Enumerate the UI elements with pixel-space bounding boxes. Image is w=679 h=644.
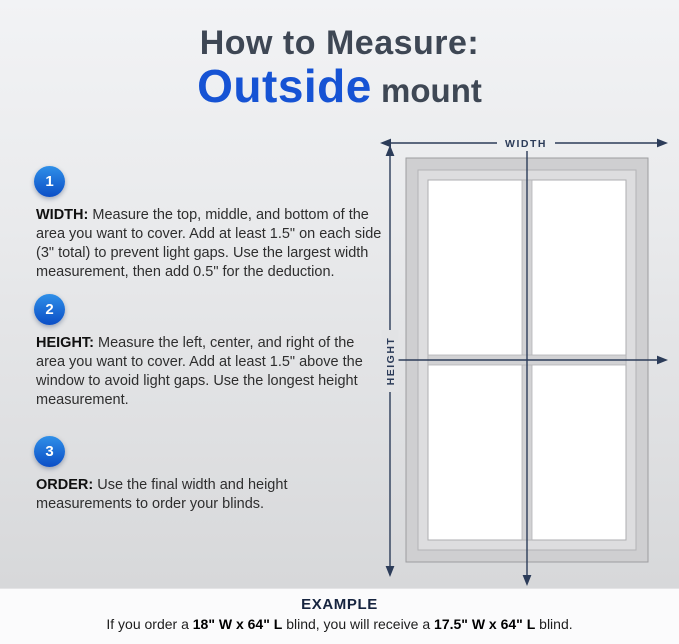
title-rest-mount: mount	[371, 72, 482, 109]
step-2-text	[36, 334, 382, 410]
example-sentence	[0, 616, 679, 632]
step-3-number-badge: 3	[34, 436, 65, 467]
steps-list	[34, 166, 382, 526]
step-3-text	[36, 476, 382, 514]
example-suffix: blind.	[539, 616, 573, 632]
step-1	[34, 166, 382, 282]
step-1-body: Measure the top, middle, and bottom of the area you want to cover. Add at least 1.5" on each side (3" total) to prevent light gaps. Use the largest width measurement, then add 0.5" for the deduction.	[36, 207, 382, 280]
example-middle: blind, you will receive a	[286, 616, 431, 632]
step-1-number-badge: 1	[34, 166, 65, 197]
example-footer	[0, 588, 679, 644]
step-2-label: HEIGHT:	[36, 335, 94, 351]
height-label: HEIGHT	[385, 336, 397, 386]
example-heading: EXAMPLE	[301, 596, 378, 613]
title-accent-outside: Outside	[197, 60, 372, 112]
step-3-label: ORDER:	[36, 477, 94, 493]
example-receive-size: 17.5" W x 64" L	[434, 616, 536, 632]
step-1-label: WIDTH:	[36, 207, 89, 223]
step-2-number-badge: 2	[34, 294, 65, 325]
page-title-line1: How to Measure:	[199, 24, 480, 62]
step-1-text	[36, 206, 382, 282]
window-measure-diagram	[378, 130, 670, 590]
width-label-group	[497, 134, 555, 151]
step-2-body: Measure the left, center, and right of the area you want to cover. Add at least 1.5" above the window to avoid light gaps. Use the longest height measurement.	[36, 335, 363, 408]
page-title-line2	[0, 60, 679, 121]
step-3-body: Use the final width and height measurements to order your blinds.	[36, 477, 288, 512]
width-label: WIDTH	[505, 138, 547, 150]
example-order-size: 18" W x 64" L	[192, 616, 283, 632]
height-label-group	[382, 330, 399, 392]
step-2	[34, 294, 382, 410]
step-3	[34, 436, 382, 514]
header	[0, 24, 679, 121]
example-prefix: If you order a	[106, 616, 189, 632]
